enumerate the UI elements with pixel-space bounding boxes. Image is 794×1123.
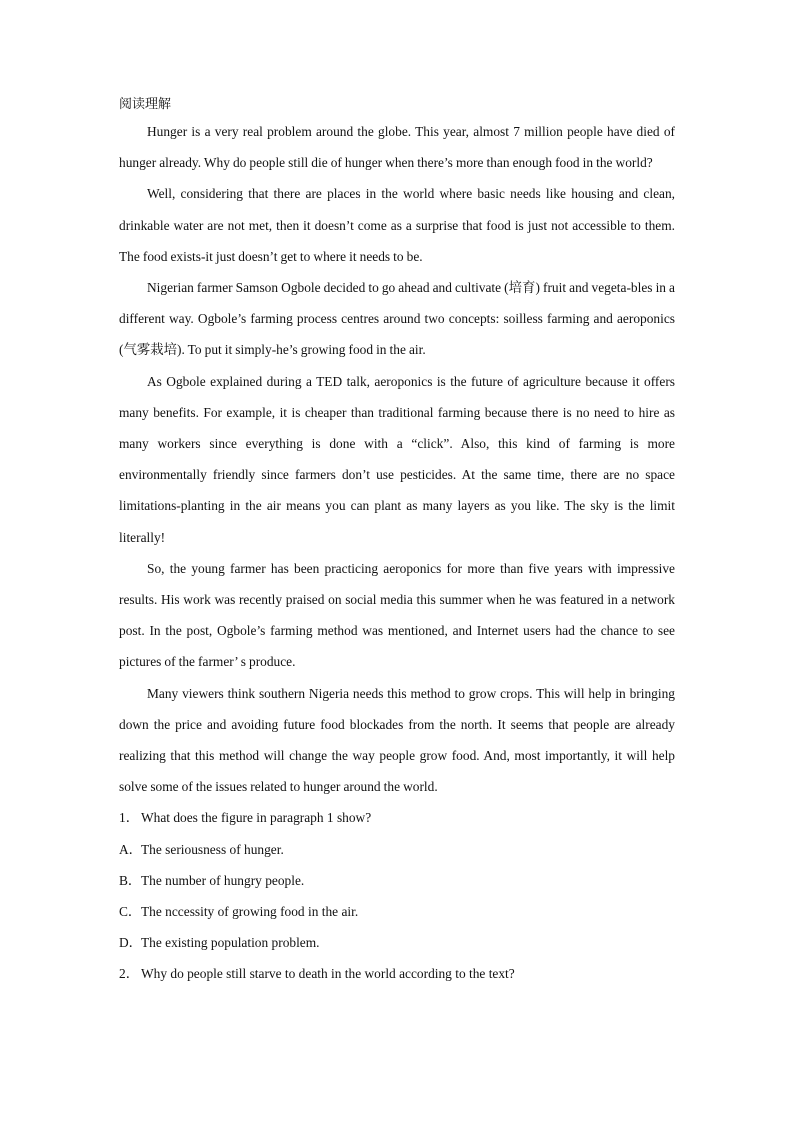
document-content [119, 94, 675, 990]
question-2 [119, 958, 675, 989]
option-text: The seriousness of hunger. [141, 841, 284, 857]
question-number: 1． [119, 810, 140, 826]
section-heading: 阅读理解 [119, 97, 172, 112]
question-1 [119, 802, 675, 833]
option-c [119, 896, 675, 927]
option-d [119, 927, 675, 958]
question-text: Why do people still starve to death in the world according to the text? [141, 966, 515, 982]
paragraph-5: So, the young farmer has been practicing aeroponics for more than five years with impressive results. His work was recently praised on social media this summer when he was featured in a network post. In the post, Ogbole’s farming method was mentioned, and Internet users had the chance to see pictures of the farmer’ s produce. [119, 560, 675, 670]
option-text: The nccessity of growing food in the air. [141, 904, 359, 920]
option-text: The number of hungry people. [141, 872, 305, 888]
option-a [119, 834, 675, 865]
option-letter: A． [119, 841, 143, 857]
paragraph-4: As Ogbole explained during a TED talk, aeroponics is the future of agriculture because it offers many benefits. For example, it is cheaper than traditional farming because there is no need to hire as many workers since everything is done with a “click”. Also, this kind of farming is more environmentally friendly since farmers don’t use pesticides. At the same time, there are no space limitations-planting in the air means you can plant as many layers as you like. The sky is the limit literally! [119, 373, 675, 545]
question-number: 2． [119, 966, 140, 982]
option-letter: C． [119, 904, 142, 920]
option-text: The existing population problem. [141, 935, 320, 951]
option-b [119, 865, 675, 896]
paragraph-1: Hunger is a very real problem around the globe. This year, almost 7 million people have died of hunger already. Why do people still die of hunger when there’s more than enough food in the world? [119, 124, 675, 171]
option-letter: B． [119, 872, 142, 888]
paragraph-6: Many viewers think southern Nigeria needs this method to grow crops. This will help in bringing down the price and avoiding future food blockades from the north. It seems that people are already realizing that this method will change the way people grow food. And, most importantly, it will help solve some of the issues related to hunger around the world. [119, 685, 675, 795]
option-letter: D． [119, 935, 143, 951]
paragraph-2: Well, considering that there are places in the world where basic needs like housing and clean, drinkable water are not met, then it doesn’t come as a surprise that food is just not accessible to them. The food exists-it just doesn’t get to where it needs to be. [119, 186, 675, 264]
question-text: What does the figure in paragraph 1 show? [141, 810, 372, 826]
paragraph-3: Nigerian farmer Samson Ogbole decided to go ahead and cultivate (培育) fruit and vegeta-bles in a different way. Ogbole’s farming process centres around two concepts: soilless farming and aeroponics (气雾栽培). To put it simply-he’s growing food in the air. [119, 280, 675, 358]
